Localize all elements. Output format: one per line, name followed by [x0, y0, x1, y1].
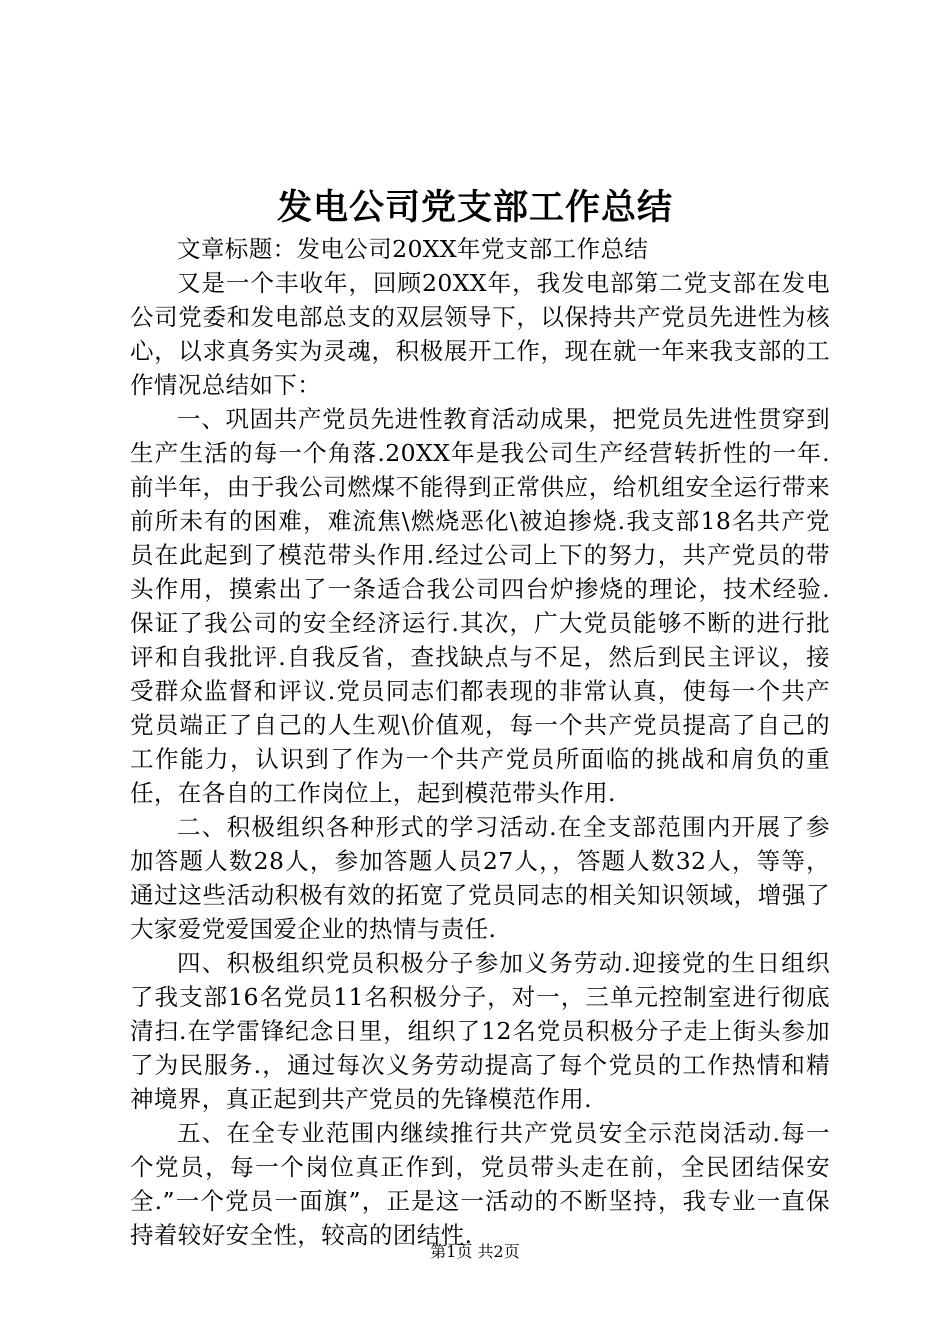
document-body	[130, 232, 830, 1252]
paragraph-intro: 又是一个丰收年，回顾20XX年，我发电部第二党支部在发电公司党委和发电部总支的双层领导下，以保持共产党员先进性为核心，以求真务实为灵魂，积极展开工作，现在就一年来我支部的工作情况总结如下：	[130, 269, 830, 399]
paragraph-section-two: 二、积极组织各种形式的学习活动.在全支部范围内开展了参加答题人数28人，参加答题人员27人，，答题人数32人，等等，通过这些活动积极有效的拓宽了党员同志的相关知识领域，增强了大家爱党爱国爱企业的热情与责任.	[130, 813, 830, 943]
paragraph-section-one: 一、巩固共产党员先进性教育活动成果，把党员先进性贯穿到生产生活的每一个角落.20XX年是我公司生产经营转折性的一年.前半年，由于我公司燃煤不能得到正常供应，给机组安全运行带来前所未有的困难，难流焦\燃烧恶化\被迫掺烧.我支部18名共产党员在此起到了模范带头作用.经过公司上下的努力，共产党员的带头作用，摸索出了一条适合我公司四台炉掺烧的理论，技术经验.保证了我公司的安全经济运行.其次，广大党员能够不断的进行批评和自我批评.自我反省，查找缺点与不足，然后到民主评议，接受群众监督和评议.党员同志们都表现的非常认真，使每一个共产党员端正了自己的人生观\价值观，每一个共产党员提高了自己的工作能力，认识到了作为一个共产党员所面临的挑战和肩负的重任，在各自的工作岗位上，起到模范带头作用.	[130, 405, 830, 807]
paragraph-article-title: 文章标题：发电公司20XX年党支部工作总结	[177, 235, 649, 263]
page-number-footer: 第1页 共2页	[430, 1242, 520, 1261]
paragraph-section-four: 四、积极组织党员积极分子参加义务劳动.迎接党的生日组织了我支部16名党员11名积极分子，对一，三单元控制室进行彻底清扫.在学雷锋纪念日里，组织了12名党员积极分子走上街头参加了为民服务.，通过每次义务劳动提高了每个党员的工作热情和精神境界，真正起到共产党员的先锋模范作用.	[130, 949, 830, 1113]
paragraph-section-five: 五、在全专业范围内继续推行共产党员安全示范岗活动.每一个党员，每一个岗位真正作到，党员带头走在前，全民团结保安全.”一个党员一面旗”，正是这一活动的不断坚持，我专业一直保持着较好安全性，较高的团结性.	[130, 1119, 830, 1249]
document-title: 发电公司党支部工作总结	[276, 187, 673, 228]
